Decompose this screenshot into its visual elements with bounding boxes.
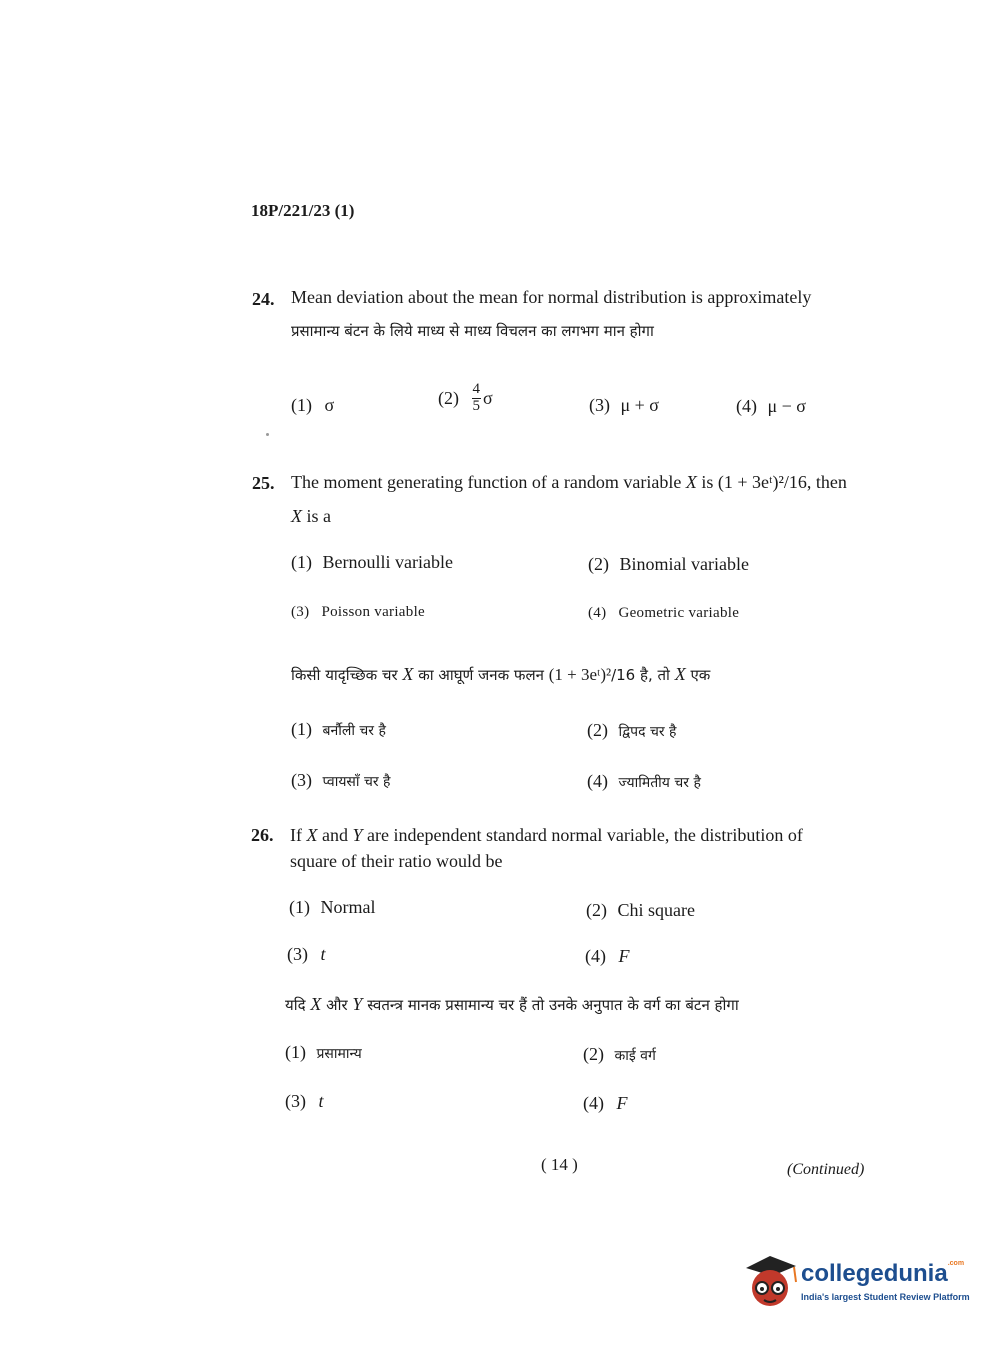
option-value: Normal xyxy=(320,897,376,917)
option-label: (4) xyxy=(583,1093,604,1113)
q26-hi-part: यदि xyxy=(285,996,306,1014)
option-value: Chi square xyxy=(617,900,695,920)
question-25-text-en xyxy=(291,472,847,493)
q26-text-part: are independent standard normal variable, the distribution of xyxy=(367,825,803,845)
mgf-expression: (1 + 3eᵗ)² xyxy=(717,472,784,492)
q24-option-2 xyxy=(438,382,493,415)
option-value: ज्यामितीय चर है xyxy=(618,775,701,791)
q25-hi-part: /16 है, तो xyxy=(611,666,670,684)
brand-name xyxy=(801,1260,964,1288)
q26-hindi-option-2 xyxy=(583,1044,656,1065)
option-value: काई वर्ग xyxy=(614,1048,656,1064)
option-label: (4) xyxy=(587,771,608,791)
q26-hindi-option-3 xyxy=(285,1091,324,1112)
fraction-numerator: 4 xyxy=(472,381,480,397)
paper-code: 18P/221/23 (1) xyxy=(251,201,355,220)
variable-x: X xyxy=(674,664,686,684)
option-value: F xyxy=(616,1093,628,1113)
question-25-number: 25. xyxy=(252,473,275,493)
scan-speck xyxy=(266,433,269,436)
variable-y: Y xyxy=(352,994,363,1014)
fraction-denominator: 5 xyxy=(472,397,480,414)
q25-option-2 xyxy=(588,554,749,575)
q25-hi-part: का आघूर्ण जनक फलन xyxy=(418,666,544,684)
q25-text-part: is a xyxy=(306,506,331,526)
page-number: ( 14 ) xyxy=(541,1155,578,1174)
question-26-text-en-line2: square of their ratio would be xyxy=(290,851,503,871)
q25-hi-part: एक xyxy=(690,666,711,684)
question-24-text-hi: प्रसामान्य बंटन के लिये माध्य से माध्य विचलन का लगभग मान होगा xyxy=(291,322,654,340)
q24-option-1 xyxy=(291,395,334,416)
q26-option-2 xyxy=(586,900,695,921)
variable-x: X xyxy=(291,506,302,526)
option-label: (3) xyxy=(291,770,312,790)
question-25-text-hi xyxy=(291,664,710,685)
option-value: μ − σ xyxy=(767,396,807,416)
q26-hi-part: स्वतन्त्र मानक प्रसामान्य चर हैं तो उनके अनुपात के वर्ग का बंटन होगा xyxy=(367,996,739,1014)
mascot-pupil-left xyxy=(760,1287,764,1291)
question-26-text-hi xyxy=(285,994,739,1015)
option-label: (2) xyxy=(587,720,608,740)
mascot-icon xyxy=(742,1250,800,1316)
option-value: प्वायसाँ चर है xyxy=(322,774,391,790)
option-label: (3) xyxy=(287,944,308,964)
mgf-expression: (1 + 3eᵗ)² xyxy=(548,665,612,684)
option-value: t xyxy=(320,944,326,964)
option-label: (1) xyxy=(285,1042,306,1062)
q25-hindi-option-3 xyxy=(291,770,390,791)
option-label: (2) xyxy=(588,554,609,574)
q25-text-part: /16, then xyxy=(783,472,847,492)
option-value: t xyxy=(318,1091,324,1111)
q25-hindi-option-2 xyxy=(587,720,676,741)
option-label: (1) xyxy=(289,897,310,917)
q25-hindi-option-4 xyxy=(587,771,701,792)
collegedunia-watermark xyxy=(742,1250,972,1320)
q25-hindi-option-1 xyxy=(291,719,386,740)
option-label: (1) xyxy=(291,719,312,739)
q25-text-part: The moment generating function of a random variable xyxy=(291,472,682,492)
q26-option-3 xyxy=(287,944,326,965)
q26-hindi-option-1 xyxy=(285,1042,362,1063)
question-26-text-en xyxy=(290,825,803,846)
q26-hi-part: और xyxy=(326,996,348,1014)
question-26-number: 26. xyxy=(251,825,274,845)
q26-option-1 xyxy=(289,897,375,918)
q25-text-part: is xyxy=(701,472,714,492)
question-24-text-en: Mean deviation about the mean for normal distribution is approximately xyxy=(291,287,812,307)
option-label: (3) xyxy=(589,395,610,415)
option-label: (1) xyxy=(291,395,312,415)
brand-suffix: .com xyxy=(947,1260,965,1267)
option-value: Poisson variable xyxy=(321,604,425,620)
option-value: Binomial variable xyxy=(619,554,749,574)
option-value: Bernoulli variable xyxy=(322,552,453,572)
option-value: F xyxy=(618,946,630,966)
option-value: μ + σ xyxy=(620,395,660,415)
option-label: (1) xyxy=(291,552,312,572)
question-24-number: 24. xyxy=(252,289,275,309)
brand-word: collegedunia xyxy=(801,1260,948,1287)
option-label: (4) xyxy=(736,396,757,416)
q25-hi-part: किसी यादृच्छिक चर xyxy=(291,666,398,684)
variable-y: Y xyxy=(352,825,363,845)
q25-option-4 xyxy=(588,605,739,622)
option-label: (2) xyxy=(583,1044,604,1064)
variable-x: X xyxy=(306,825,318,845)
q25-option-3 xyxy=(291,604,425,621)
mascot-pupil-right xyxy=(776,1287,780,1291)
variable-x: X xyxy=(402,664,414,684)
option-label: (4) xyxy=(585,946,606,966)
option-label: (3) xyxy=(291,604,310,620)
q24-option-4 xyxy=(736,396,806,417)
option-label: (2) xyxy=(586,900,607,920)
option-label: (3) xyxy=(285,1091,306,1111)
cap-tassel xyxy=(794,1267,796,1282)
fraction-four-fifths xyxy=(472,382,482,415)
option-label: (2) xyxy=(438,387,459,408)
q26-text-part: If xyxy=(290,825,302,845)
option-value: बर्नौली चर है xyxy=(322,723,386,739)
variable-x: X xyxy=(685,472,697,492)
option-value: प्रसामान्य xyxy=(316,1046,362,1062)
option-label: (4) xyxy=(588,605,607,621)
q26-hindi-option-4 xyxy=(583,1093,628,1114)
variable-x: X xyxy=(310,994,322,1014)
option-value: द्विपद चर है xyxy=(618,724,677,740)
brand-tagline: India's largest Student Review Platform xyxy=(801,1292,970,1302)
option-value: Geometric variable xyxy=(618,605,740,621)
q24-option-3 xyxy=(589,395,659,416)
continued-note: (Continued) xyxy=(787,1161,865,1178)
option-value: σ xyxy=(483,387,493,408)
option-value: σ xyxy=(324,395,335,415)
q25-option-1 xyxy=(291,552,453,573)
question-25-text-en-line2 xyxy=(291,506,331,527)
q26-option-4 xyxy=(585,946,630,967)
q26-text-part: and xyxy=(322,825,348,845)
